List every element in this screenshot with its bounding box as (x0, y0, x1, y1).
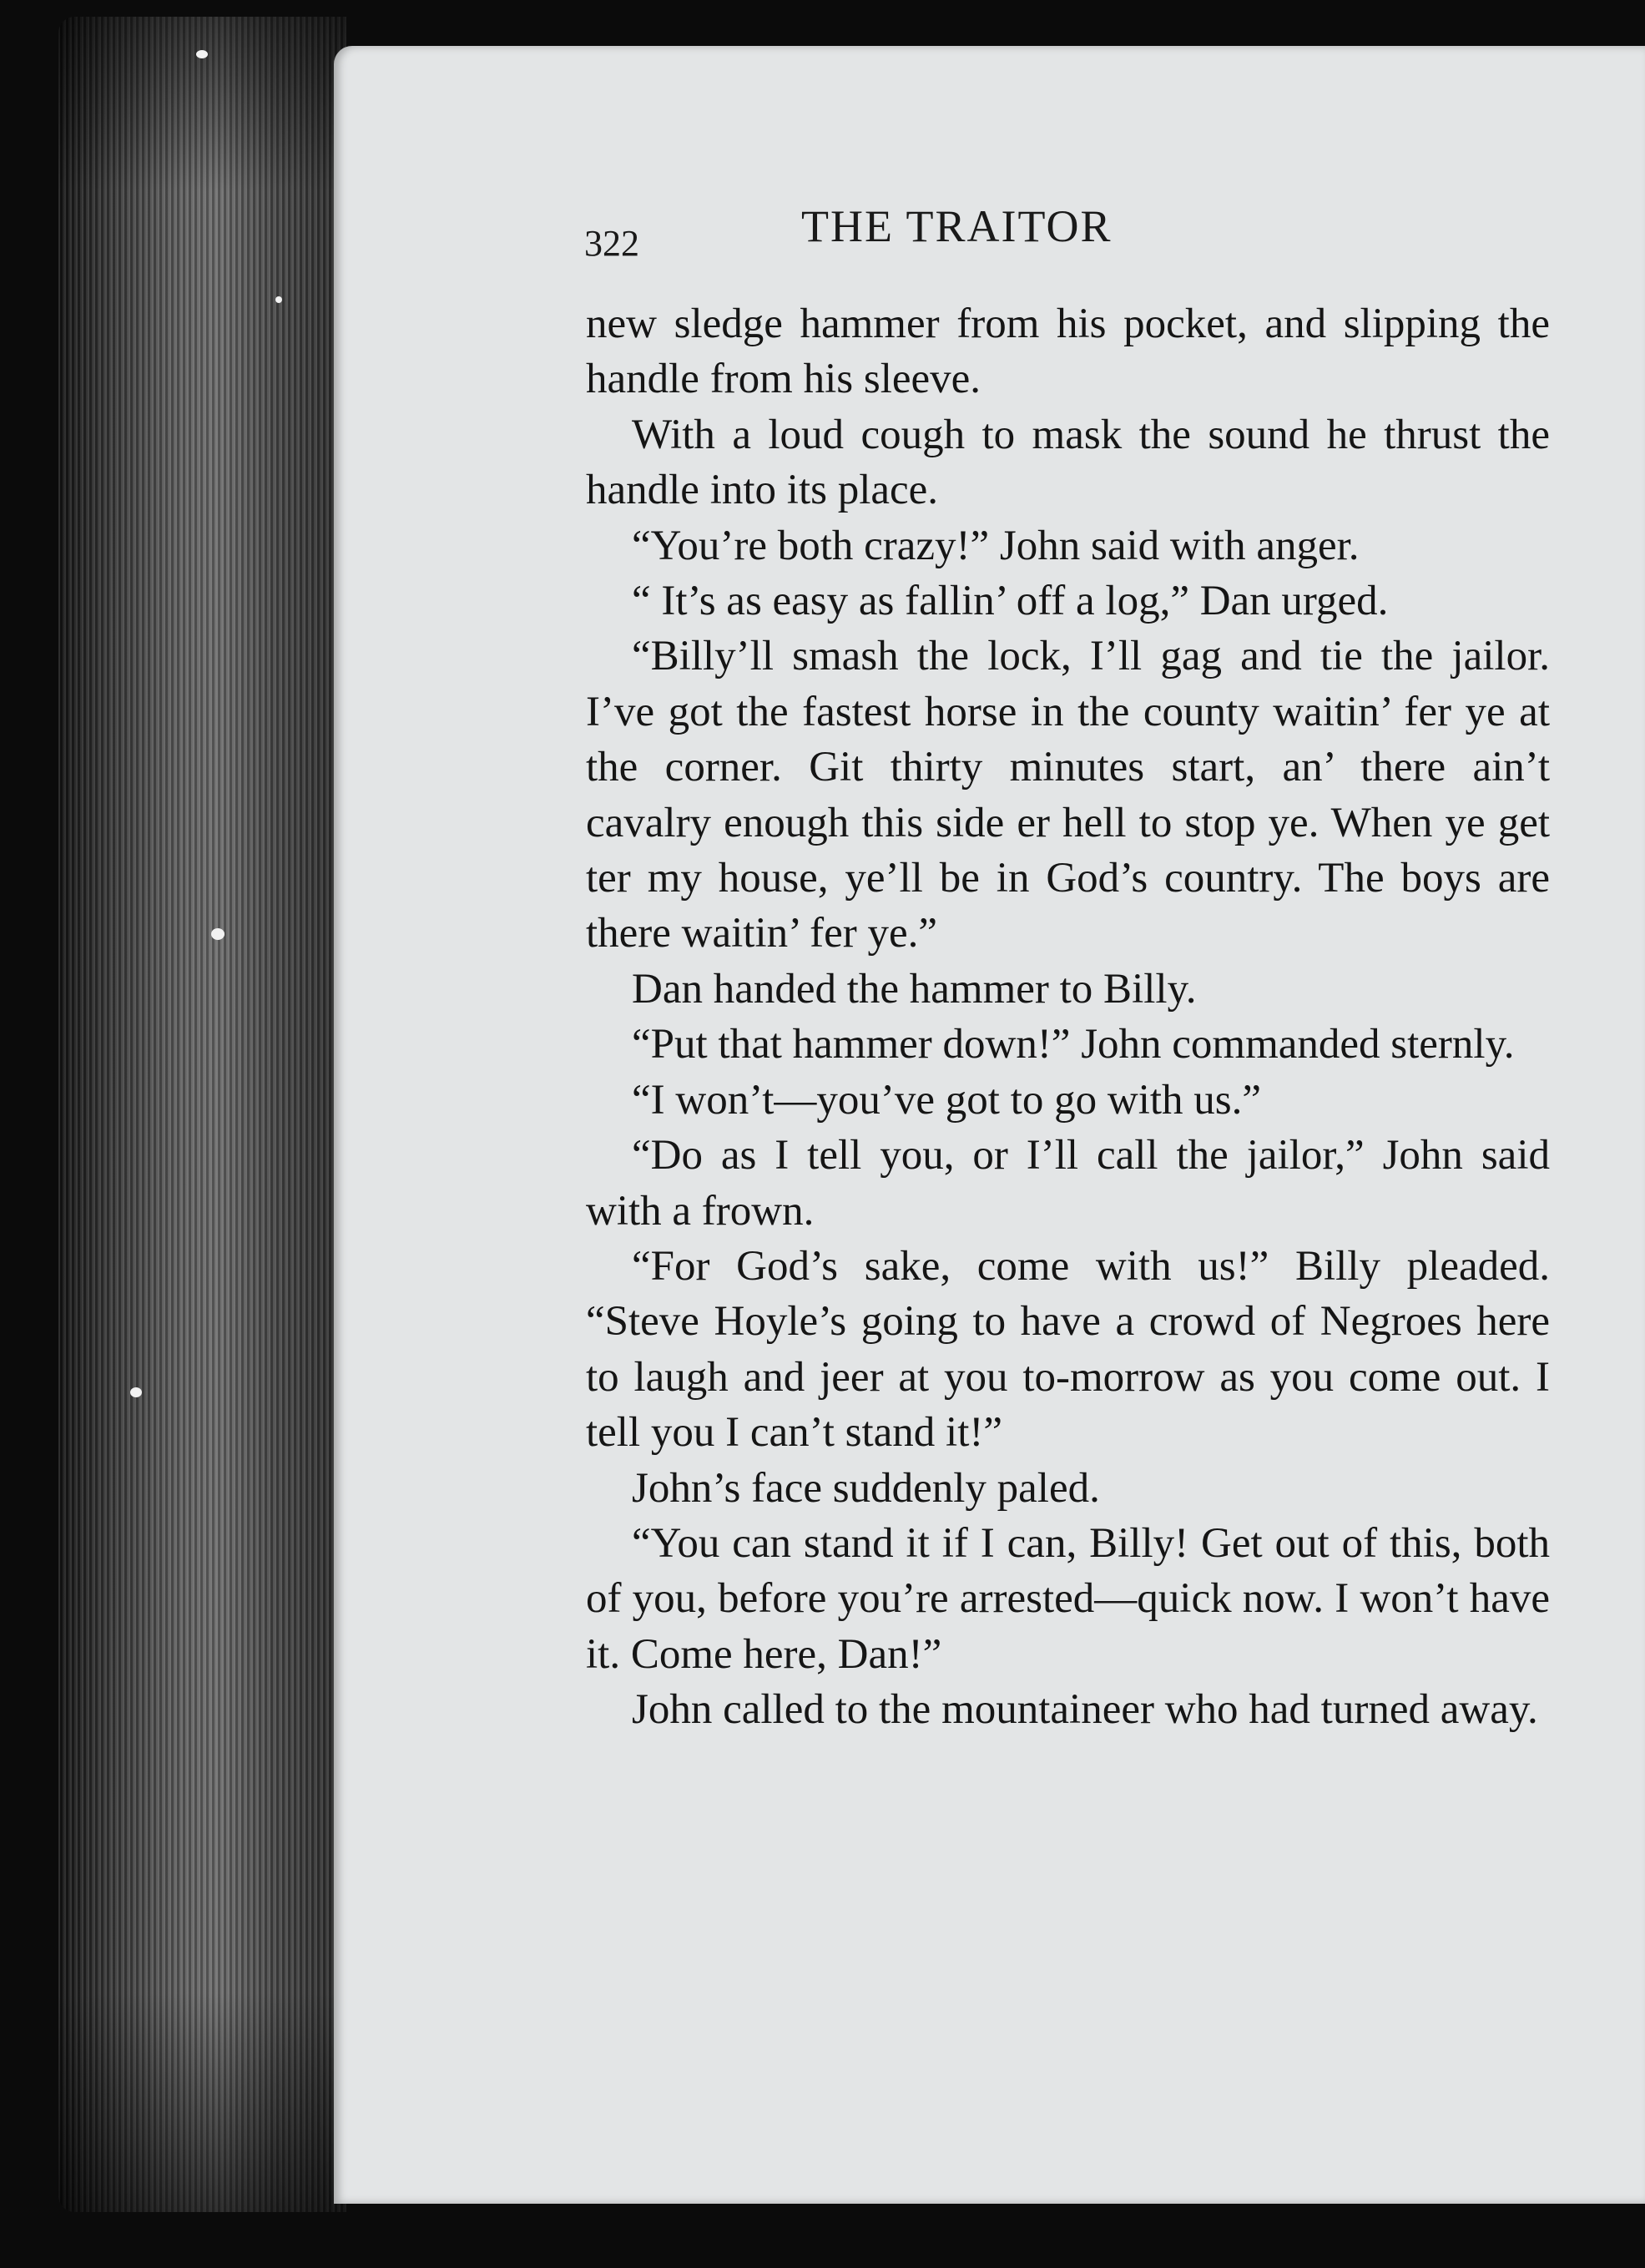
paragraph: John’s face suddenly paled. (632, 1464, 1100, 1512)
paragraph: “You can stand it if I can, Billy! Get out of this, both of you, before you’re arrested—quick now. I won’t have it. Come here, Dan!” (586, 1519, 1550, 1678)
paragraph: With a loud cough to mask the sound he thrust the handle into its place. (586, 411, 1550, 514)
dust-speck (196, 50, 208, 58)
paragraph: “ It’s as easy as fallin’ off a log,” Dan urged. (632, 578, 1389, 625)
paragraph: new sledge hammer from his pocket, and slipping the handle from his sleeve. (586, 301, 1550, 403)
book-page (334, 46, 1645, 2204)
paragraph: “Billy’ll smash the lock, I’ll gag and tie the jailor. I’ve got the fastest horse in the county waitin’ fer ye at the corner. Git thirty minutes start, an’ there ain’t cavalry enough this side er hell to stop ye. When ye get ter my house, ye’ll be in God’s country. The boys are there waitin’ fer ye.” (586, 633, 1550, 957)
paragraph: “For God’s sake, come with us!” Billy pleaded. “Steve Hoyle’s going to have a crowd of Negroes here to laugh and jeer at you to-morrow as you come out. I tell you I can’t stand it!” (586, 1242, 1550, 1457)
paragraph: Dan handed the hammer to Billy. (632, 965, 1197, 1013)
paragraph: “Put that hammer down!” John commanded sternly. (632, 1021, 1515, 1068)
running-title: THE TRAITOR (801, 201, 1113, 251)
paragraph: “You’re both crazy!” John said with anger. (632, 522, 1360, 569)
paragraph: “Do as I tell you, or I’ll call the jailor,” John said with a frown. (586, 1132, 1550, 1235)
paragraph: John called to the mountaineer who had turned away. (632, 1686, 1538, 1734)
dust-speck (211, 928, 225, 940)
page-number: 322 (584, 223, 639, 264)
dust-speck (275, 296, 282, 303)
book-edge-shadow (58, 17, 346, 2212)
dust-speck (130, 1387, 142, 1397)
body-text (586, 296, 1550, 1738)
page-header (584, 200, 1645, 275)
paragraph: “I won’t—you’ve got to go with us.” (632, 1076, 1262, 1124)
